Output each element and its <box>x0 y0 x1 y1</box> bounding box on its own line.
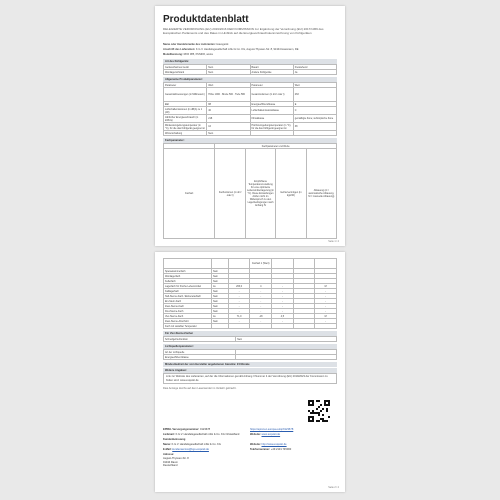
table-cell: Mindestumgebungstemperatur (in °C), für die das Kühlgerät geeignet ist <box>165 123 205 130</box>
table-cell: - <box>250 289 272 294</box>
table-row <box>164 123 337 131</box>
table-cell: M <box>315 314 337 319</box>
table-cell: - <box>250 294 272 299</box>
supplier-value: Hausgerät <box>216 43 229 46</box>
table-cell: Ja <box>211 284 228 289</box>
four-star-table <box>163 336 337 342</box>
datasheet-page-2 <box>155 252 345 492</box>
table-cell: Höhe 1000 · Breite 500 · Tiefe 580 <box>207 88 250 102</box>
table-cell: Fach mit variabler Temperatur <box>164 324 212 329</box>
table-cell: - <box>272 284 294 289</box>
table-cell: C <box>293 107 336 115</box>
table-row <box>164 149 337 239</box>
table-row <box>164 70 337 75</box>
table-cell: Ja <box>211 314 228 319</box>
supplier-block <box>163 42 337 57</box>
table-cell <box>293 131 336 136</box>
table-cell: Nein <box>236 337 337 342</box>
section-four-star: Für Vier-Sterne-Fächer <box>163 331 337 336</box>
table-cell: Schnellgefrierfunktion <box>164 337 236 342</box>
eprel-value: 0123678 <box>200 428 211 431</box>
table-cell: Kellerfach <box>164 279 212 284</box>
table-cell: Nein <box>211 279 228 284</box>
table-cell: Vier-Sterne-Fach <box>164 314 212 319</box>
model-label: Modellkennung: <box>163 53 183 56</box>
table-cell: M <box>315 284 337 289</box>
table-cell: Parameter <box>250 83 293 88</box>
table-cell: 16 <box>207 123 250 131</box>
table-cell: - <box>315 304 337 309</box>
email-link[interactable]: kundenservice@kgv-exquisit.de <box>172 448 209 451</box>
table-cell: Ja <box>293 70 336 75</box>
table-cell <box>211 259 228 269</box>
table-cell: 4 <box>250 284 272 289</box>
table-row <box>164 337 337 342</box>
customer-service-heading: Kundenbetreuung <box>163 438 186 441</box>
address-line: 91344 Raum <box>163 460 178 464</box>
table-cell: Zwei-Sterne-Fach <box>164 304 212 309</box>
table-cell: Freistehend <box>293 65 336 70</box>
table-row <box>164 324 337 329</box>
table-cell <box>250 131 293 136</box>
table-cell: Luftschallemissionsklasse <box>250 107 293 115</box>
phone-label: Telefonnummer: <box>250 448 271 451</box>
table-cell: EEI <box>164 102 207 107</box>
table-cell: - <box>272 309 294 314</box>
table-cell: - <box>228 304 250 309</box>
table-cell: Bauart <box>250 65 293 70</box>
table-cell: Fachart <box>164 149 215 239</box>
table-cell: Null-Sterne-Fach / Eisbereiterfach <box>164 294 212 299</box>
eprel-link[interactable]: https://eprel.ec.europa.eu/qr/0123678 <box>250 428 294 431</box>
table-row <box>164 115 337 123</box>
fach-header: Fachparameter und Werte <box>215 144 337 149</box>
qr-code-icon[interactable] <box>308 400 330 422</box>
table-cell: Nein <box>211 289 228 294</box>
table-cell: Nein <box>207 65 250 70</box>
table-cell <box>228 324 250 329</box>
compartment-table <box>163 258 337 329</box>
table-cell: Abtauung (A = automatische Abtauung, M = manuelle Abtauung) <box>306 149 336 239</box>
info-heading: Weitere Angaben: <box>163 368 337 373</box>
table-cell: - <box>250 309 272 314</box>
table-cell: - <box>272 299 294 304</box>
table-cell: - <box>315 319 337 324</box>
table-cell: - <box>272 319 294 324</box>
name-label: Name: <box>163 443 171 446</box>
website-link[interactable]: www.exquisit.de <box>261 433 281 436</box>
contact-block <box>163 427 337 468</box>
table-cell: Fachvolumen (in dm³ oder l) <box>215 149 245 239</box>
eprel-label: EPREL Versorgungsnummer: <box>163 428 200 431</box>
page-title: Produktdatenblatt <box>163 14 249 25</box>
table-cell: Nein <box>211 269 228 274</box>
table-cell: Gesamtabmessungen (in Millimetern) <box>164 88 207 102</box>
address-value: K.G.V. Handelsgesellschaft mbH & Co. KG, August-Thyssen-Str. 8, 91344 Hausraum, DE <box>195 48 299 51</box>
table-cell: Art der Lichtquelle <box>164 350 236 355</box>
guarantee: Mindestlaufzeit der vom Hersteller angebotenen Garantie: 24 Monate <box>163 362 337 367</box>
section-general: Allgemeine Produktparameter: <box>163 77 337 82</box>
website-label: Website: <box>250 433 261 436</box>
datasheet-page-1 <box>155 6 345 246</box>
table-cell: Nein <box>211 294 228 299</box>
table-cell: Nein <box>211 319 228 324</box>
table-cell: - <box>250 304 272 309</box>
table-cell: - <box>228 289 250 294</box>
table-cell: Nein <box>211 274 228 279</box>
model-value: RKR 085, PUMKR, weiss <box>183 53 213 56</box>
table-cell: Nein <box>211 309 228 314</box>
supplier-label: Name oder Handelsmarke des Lieferanten: <box>163 43 216 46</box>
info-text: Link zur Website des Lieferanten, auf der die Informationen gemäß Anhang II Nummer 4 der Verordnung (EU) 2019/2023 der Kommission zu finden sind: www.exquisit.de <box>163 373 337 384</box>
light-table <box>163 349 337 360</box>
address-label: Anschrift des Lieferanten: <box>163 48 196 51</box>
table-cell <box>211 324 228 329</box>
table-row <box>164 355 337 360</box>
table-cell <box>250 324 272 329</box>
table-cell: -18 <box>250 314 272 319</box>
table-cell: Nein <box>211 299 228 304</box>
table-cell: - <box>228 294 250 299</box>
table-cell <box>272 259 294 269</box>
type-table <box>163 64 337 75</box>
table-row <box>164 259 337 269</box>
page-number: Seite 1 / 2 <box>328 240 339 243</box>
table-cell: - <box>228 319 250 324</box>
table-cell: - <box>228 309 250 314</box>
table-row <box>164 88 337 102</box>
supplier-label: Lieferant: <box>163 433 175 436</box>
table-cell: - <box>250 299 272 304</box>
table-cell: Speisekammerfach <box>164 269 212 274</box>
table-cell: 263,0 <box>228 284 250 289</box>
address-line: Deutschland <box>163 464 178 467</box>
address-label: Adresse: <box>163 453 175 456</box>
page-number: Seite 2 / 2 <box>328 486 339 489</box>
table-cell: - <box>272 294 294 299</box>
section-fach: Fachparameter: <box>163 138 337 143</box>
table-cell: gemäßigte Zone; subtropische Zone <box>293 115 336 123</box>
table-cell: 71,0 <box>228 314 250 319</box>
section-type: Art des Kühlgeräts: <box>163 59 337 64</box>
table-cell: - <box>228 299 250 304</box>
table-cell: Wert <box>207 83 250 88</box>
table-cell: 218 <box>207 115 250 123</box>
phone-value: +49 2131 745000 <box>270 448 292 451</box>
regulation-text: DELEGIERTE VERORDNUNG (EU) 2019/2016 DER KOMMISSION zur Ergänzung der Verordnung (EU) 2017/1369 des Europäischen Parlaments und des Rates im Hinblick auf die Energieverbrauchskennzeichnung von Kühlgeräten <box>163 27 324 35</box>
table-cell: - <box>315 309 337 314</box>
table-cell: Gefriervermögen (in kg/24h) <box>276 149 306 239</box>
table-cell: Parameter <box>164 83 207 88</box>
table-cell: Fachart 1 (Wert) <box>250 259 272 269</box>
table-cell: Nein <box>207 131 250 136</box>
table-cell: - <box>272 289 294 294</box>
table-cell: Geräuscharmes Gerät <box>164 65 207 70</box>
table-cell: - <box>315 289 337 294</box>
table-cell <box>293 324 315 329</box>
table-cell <box>272 324 294 329</box>
table-cell: 40 <box>207 107 250 115</box>
table-cell: - <box>315 294 337 299</box>
table-cell: Ein-Stern-Fach <box>164 299 212 304</box>
table-cell: Energieeffizienzklasse <box>164 355 236 360</box>
table-cell: Nein <box>207 70 250 75</box>
table-cell: Höchstumgebungstemperatur (in °C), für die das Kühlgerät geeignet ist <box>250 123 293 131</box>
supplier-value: K.G.V. Handelsgesellschaft mbH & Co. KG Ortsteil/land <box>175 433 240 436</box>
table-cell: 38 <box>293 123 336 131</box>
table-row <box>164 107 337 115</box>
table-cell: Gesamtvolumen (in dm³ oder l) <box>250 88 293 102</box>
table-cell: - <box>250 319 272 324</box>
table-cell: Winterschaltung <box>164 131 207 136</box>
table-cell: Empfohlene Temperaturein-stellung für eine optimierte Lebensmittel-lagerung (in °C). Diese Einstellungen dürfen nicht im Widerspruch zu den Lagerbedingungen nach Anhang IV <box>245 149 275 239</box>
table-cell <box>315 324 337 329</box>
list-item <box>163 457 337 468</box>
table-cell <box>315 259 337 269</box>
table-row <box>164 131 337 136</box>
table-cell: 263 <box>293 88 336 102</box>
table-cell: Andere Kühlgeräte <box>250 70 293 75</box>
name-value: K.G.V. Handelsgesellschaft mbH & Co. KG <box>171 443 221 446</box>
table-cell: Nein <box>211 304 228 309</box>
website-link-2[interactable]: http://www.exquisit.de <box>261 443 287 446</box>
table-cell: 88 <box>207 102 250 107</box>
table-cell: - <box>315 299 337 304</box>
table-cell: Energieeffizienzklasse <box>250 102 293 107</box>
table-cell <box>164 259 212 269</box>
fach-table <box>163 143 337 239</box>
table-cell: 4,5 <box>272 314 294 319</box>
qr-caption: Dies Anzeige durchs auf dem Lasersender im Verkehr gebracht. <box>163 387 237 390</box>
table-cell: Lagerfach für frische Lebensmittel <box>164 284 212 289</box>
address-line: August-Thyssen-Str. 8 <box>163 457 189 460</box>
website-label-2: Website: <box>250 443 261 446</box>
table-cell: Luftschallemissionen (in dB(A) re 1 pW) <box>164 107 207 115</box>
table-cell: Zwei-Sterne-Abschnitt <box>164 319 212 324</box>
table-cell: E <box>293 102 336 107</box>
general-table <box>163 82 337 136</box>
table-cell: Drei-Sterne-Fach <box>164 309 212 314</box>
table-cell: - <box>272 304 294 309</box>
email-label: E-Mail: <box>163 448 172 451</box>
table-cell: Kaltlagerfach <box>164 289 212 294</box>
table-cell <box>293 259 315 269</box>
table-cell: Klimaklasse <box>250 115 293 123</box>
table-cell: Weinlagerschrank <box>164 70 207 75</box>
table-cell: Jährlicher Energieverbrauch (in kWh/a) <box>164 115 207 123</box>
table-cell: Weinlagerfach <box>164 274 212 279</box>
table-cell: Wert <box>293 83 336 88</box>
section-light: Lichtquellenparameter: <box>163 344 337 349</box>
table-cell <box>228 259 250 269</box>
